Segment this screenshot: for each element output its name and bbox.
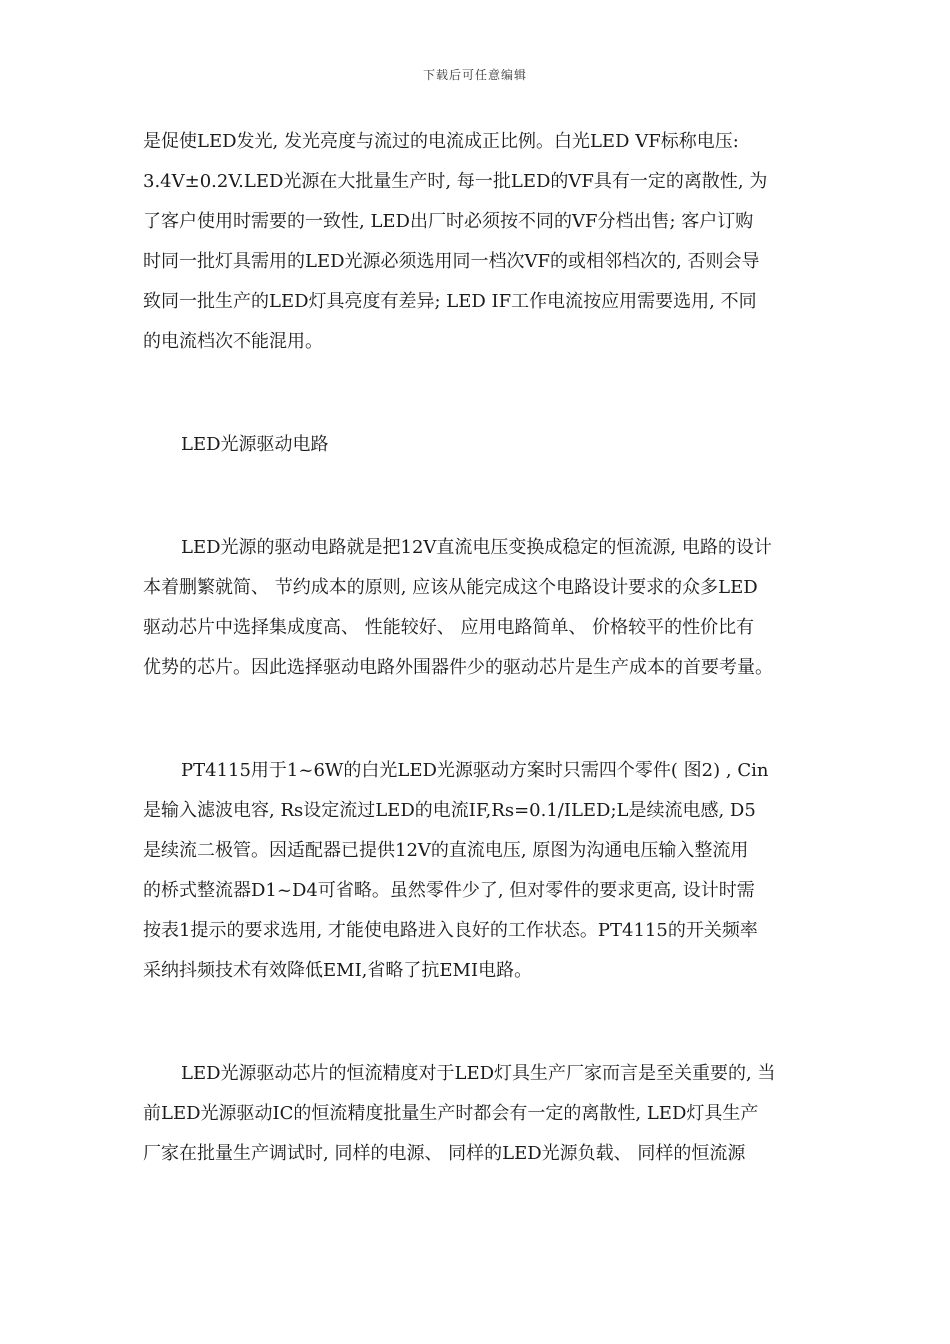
paragraph-pt4115 <box>143 751 813 991</box>
text-line: 驱动芯片中选择集成度高、 性能较好、 应用电路简单、 价格较平的性价比有 <box>143 617 755 638</box>
text-line: 的桥式整流器D1~D4可省略。虽然零件少了, 但对零件的要求更高, 设计时需 <box>143 880 755 901</box>
paragraph-driver-circuit <box>143 528 813 688</box>
text-line: PT4115用于1~6W的白光LED光源驱动方案时只需四个零件( 图2) , Cin <box>181 760 769 781</box>
paragraph-constant-current-precision <box>143 1054 813 1174</box>
document-body <box>143 122 813 1174</box>
text-line: 优势的芯片。因此选择驱动电路外围器件少的驱动芯片是生产成本的首要考量。 <box>143 657 773 678</box>
text-line: 按表1提示的要求选用, 才能使电路进入良好的工作状态。PT4115的开关频率 <box>143 920 758 941</box>
paragraph-led-vf-binning <box>143 122 813 362</box>
text-line: 的电流档次不能混用。 <box>143 331 323 352</box>
text-line: 3.4V±0.2V.LED光源在大批量生产时, 每一批LED的VF具有一定的离散性, 为 <box>143 171 768 192</box>
text-line: 是促使LED发光, 发光亮度与流过的电流成正比例。白光LED VF标称电压: <box>143 131 739 152</box>
text-line: LED光源的驱动电路就是把12V直流电压变换成稳定的恒流源, 电路的设计 <box>181 537 772 558</box>
text-line: 厂家在批量生产调试时, 同样的电源、 同样的LED光源负载、 同样的恒流源 <box>143 1143 746 1164</box>
text-line: 时同一批灯具需用的LED光源必须选用同一档次VF的或相邻档次的, 否则会导 <box>143 251 760 272</box>
page-header: 下载后可任意编辑 <box>422 68 527 82</box>
section-heading: LED光源驱动电路 <box>181 434 329 455</box>
text-line: LED光源驱动芯片的恒流精度对于LED灯具生产厂家而言是至关重要的, 当 <box>181 1063 776 1084</box>
text-line: 致同一批生产的LED灯具亮度有差异; LED IF工作电流按应用需要选用, 不同 <box>143 291 757 312</box>
text-line: 是输入滤波电容, Rs设定流过LED的电流IF,Rs=0.1/ILED;L是续流电感, D5 <box>143 800 756 821</box>
text-line: 了客户使用时需要的一致性, LED出厂时必须按不同的VF分档出售; 客户订购 <box>143 211 754 232</box>
text-line: 前LED光源驱动IC的恒流精度批量生产时都会有一定的离散性, LED灯具生产 <box>143 1103 759 1124</box>
text-line: 是续流二极管。因适配器已提供12V的直流电压, 原图为沟通电压输入整流用 <box>143 840 749 861</box>
text-line: 本着删繁就简、 节约成本的原则, 应该从能完成这个电路设计要求的众多LED <box>143 577 758 598</box>
text-line: 采纳抖频技术有效降低EMI,省略了抗EMI电路。 <box>143 960 533 981</box>
